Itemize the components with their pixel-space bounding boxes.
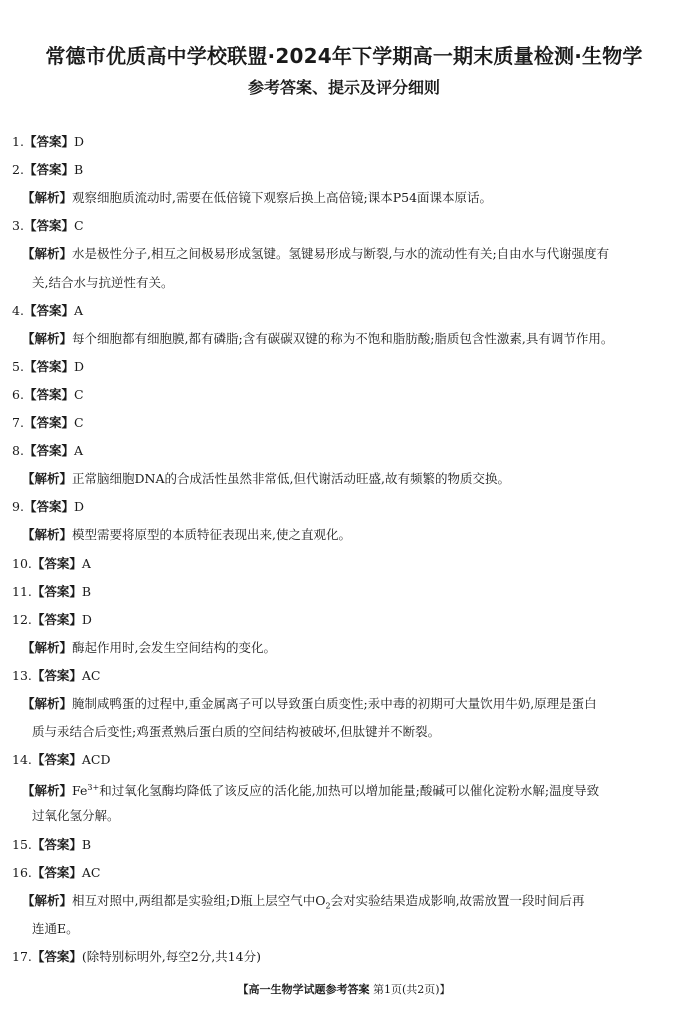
analysis-continuation bbox=[32, 919, 676, 939]
answer-label: 【答案】 bbox=[23, 386, 74, 402]
answer-line bbox=[12, 863, 676, 883]
answer-label: 【答案】 bbox=[23, 443, 74, 459]
analysis-line bbox=[22, 638, 676, 658]
question-number: 8. bbox=[12, 443, 24, 459]
question-number: 11. bbox=[12, 583, 32, 599]
answer-label: 【答案】 bbox=[31, 611, 82, 627]
answer-line bbox=[12, 160, 676, 180]
answer-line bbox=[12, 554, 676, 574]
analysis-text: 会对实验结果造成影响,故需放置一段时间后再 bbox=[330, 892, 585, 908]
answer-line bbox=[12, 441, 676, 461]
answer-label: 【答案】 bbox=[31, 555, 82, 571]
answer-value: A bbox=[73, 443, 83, 459]
question-number: 2. bbox=[12, 162, 24, 178]
answer-label: 【答案】 bbox=[23, 162, 74, 178]
analysis-line bbox=[22, 694, 676, 714]
analysis-line bbox=[22, 244, 676, 264]
question-number: 5. bbox=[12, 358, 24, 374]
analysis-text: 连通E。 bbox=[32, 920, 79, 936]
question-number: 3. bbox=[12, 218, 24, 234]
answer-label: 【答案】 bbox=[31, 836, 82, 852]
analysis-text: 质与汞结合后变性;鸡蛋煮熟后蛋白质的空间结构被破坏,但肽键并不断裂。 bbox=[32, 724, 441, 740]
analysis-label: 【解析】 bbox=[22, 639, 73, 655]
answer-value: A bbox=[81, 555, 91, 571]
analysis-label: 【解析】 bbox=[22, 892, 73, 908]
answer-value: ACD bbox=[81, 752, 111, 768]
analysis-continuation bbox=[32, 273, 676, 293]
ion-charge: 3+ bbox=[87, 783, 100, 793]
answer-value: A bbox=[73, 302, 83, 318]
question-number: 4. bbox=[12, 302, 24, 318]
question-number: 14. bbox=[12, 752, 32, 768]
answer-value: (除特别标明外,每空2分,共14分) bbox=[81, 948, 261, 964]
question-number: 16. bbox=[12, 864, 32, 880]
analysis-text: 水是极性分子,相互之间极易形成氢键。氢键易形成与断裂,与水的流动性有关;自由水与代谢强度有 bbox=[72, 246, 610, 262]
analysis-label: 【解析】 bbox=[22, 696, 73, 711]
answer-label: 【答案】 bbox=[23, 134, 74, 149]
subscript: 2 bbox=[325, 901, 331, 911]
analysis-line bbox=[22, 329, 676, 349]
analysis-label: 【解析】 bbox=[22, 527, 73, 543]
answer-label: 【答案】 bbox=[23, 358, 74, 374]
analysis-label: 【解析】 bbox=[22, 190, 73, 206]
analysis-continuation bbox=[32, 722, 676, 742]
answer-line bbox=[12, 357, 676, 377]
answer-line bbox=[12, 301, 676, 321]
answer-value: AC bbox=[81, 667, 101, 683]
question-number: 15. bbox=[12, 836, 32, 852]
analysis-line bbox=[22, 188, 676, 208]
question-number: 17. bbox=[12, 948, 32, 964]
analysis-text: 观察细胞质流动时,需要在低倍镜下观察后换上高倍镜;课本P54面课本原话。 bbox=[72, 190, 493, 206]
answer-line bbox=[12, 582, 676, 602]
chemical-symbol: Fe bbox=[72, 783, 88, 799]
answer-label: 【答案】 bbox=[31, 948, 82, 964]
answer-label: 【答案】 bbox=[23, 499, 74, 515]
analysis-text: 酶起作用时,会发生空间结构的变化。 bbox=[72, 639, 276, 655]
answer-label: 【答案】 bbox=[31, 752, 82, 768]
question-number: 6. bbox=[12, 386, 24, 402]
answer-line bbox=[12, 413, 676, 433]
answer-value: C bbox=[73, 415, 84, 430]
answer-line bbox=[12, 666, 676, 686]
answer-value: D bbox=[73, 499, 84, 515]
answer-value: AC bbox=[81, 864, 101, 880]
analysis-text: 过氧化氢分解。 bbox=[32, 808, 120, 824]
answer-label: 【答案】 bbox=[31, 583, 82, 599]
analysis-line bbox=[22, 469, 676, 489]
answer-line bbox=[12, 610, 676, 630]
analysis-line bbox=[22, 778, 676, 798]
answer-label: 【答案】 bbox=[31, 667, 82, 683]
answer-value: B bbox=[81, 583, 92, 599]
analysis-text: 腌制咸鸭蛋的过程中,重金属离子可以导致蛋白质变性;汞中毒的初期可大量饮用牛奶,原理是蛋白 bbox=[72, 696, 597, 711]
analysis-continuation bbox=[32, 806, 676, 826]
analysis-label: 【解析】 bbox=[22, 246, 73, 262]
analysis-text: 关,结合水与抗逆性有关。 bbox=[32, 274, 174, 290]
question-number: 9. bbox=[12, 499, 24, 515]
page-subtitle: 参考答案、提示及评分细则 bbox=[247, 78, 440, 97]
question-number: 10. bbox=[12, 555, 32, 571]
page-footer bbox=[0, 981, 688, 997]
answer-label: 【答案】 bbox=[23, 218, 74, 234]
answer-line bbox=[12, 835, 676, 855]
analysis-line bbox=[22, 525, 676, 545]
analysis-text: 每个细胞都有细胞膜,都有磷脂;含有碳碳双键的称为不饱和脂肪酸;脂质包含性激素,具有调节作用。 bbox=[72, 330, 614, 346]
answer-line bbox=[12, 750, 676, 770]
answer-line bbox=[12, 216, 676, 236]
answer-value: B bbox=[73, 162, 84, 178]
question-number: 1. bbox=[12, 134, 24, 149]
answer-line bbox=[12, 385, 676, 405]
answer-line bbox=[12, 132, 676, 152]
page-title: 常德市优质高中学校联盟·2024年下学期高一期末质量检测·生物学 bbox=[45, 44, 643, 68]
answer-label: 【答案】 bbox=[23, 302, 74, 318]
analysis-text: 和过氧化氢酶均降低了该反应的活化能,加热可以增加能量;酸碱可以催化淀粉水解;温度导致 bbox=[99, 783, 600, 799]
analysis-label: 【解析】 bbox=[22, 471, 73, 487]
answer-value: D bbox=[73, 358, 84, 374]
analysis-label: 【解析】 bbox=[22, 330, 73, 346]
footer-page-number: 第1页(共2页)】 bbox=[372, 983, 451, 996]
analysis-line bbox=[22, 891, 676, 911]
question-number: 12. bbox=[12, 611, 32, 627]
question-number: 7. bbox=[12, 415, 24, 430]
question-number: 13. bbox=[12, 667, 32, 683]
answer-label: 【答案】 bbox=[23, 415, 74, 430]
answer-value: D bbox=[81, 611, 92, 627]
analysis-text: 模型需要将原型的本质特征表现出来,使之直观化。 bbox=[72, 527, 351, 543]
answer-line bbox=[12, 497, 676, 517]
answer-line bbox=[12, 947, 676, 967]
footer-title: 【高一生物学试题参考答案 bbox=[237, 983, 370, 996]
analysis-text: 正常脑细胞DNA的合成活性虽然非常低,但代谢活动旺盛,故有频繁的物质交换。 bbox=[72, 471, 510, 487]
analysis-text-part: 相互对照中,两组都是实验组;D瓶上层空气中O bbox=[72, 892, 326, 908]
answer-value: D bbox=[73, 134, 84, 149]
answer-value: B bbox=[81, 836, 92, 852]
answer-value: C bbox=[73, 386, 84, 402]
answer-value: C bbox=[73, 218, 84, 234]
answer-label: 【答案】 bbox=[31, 864, 82, 880]
analysis-label: 【解析】 bbox=[22, 783, 73, 799]
